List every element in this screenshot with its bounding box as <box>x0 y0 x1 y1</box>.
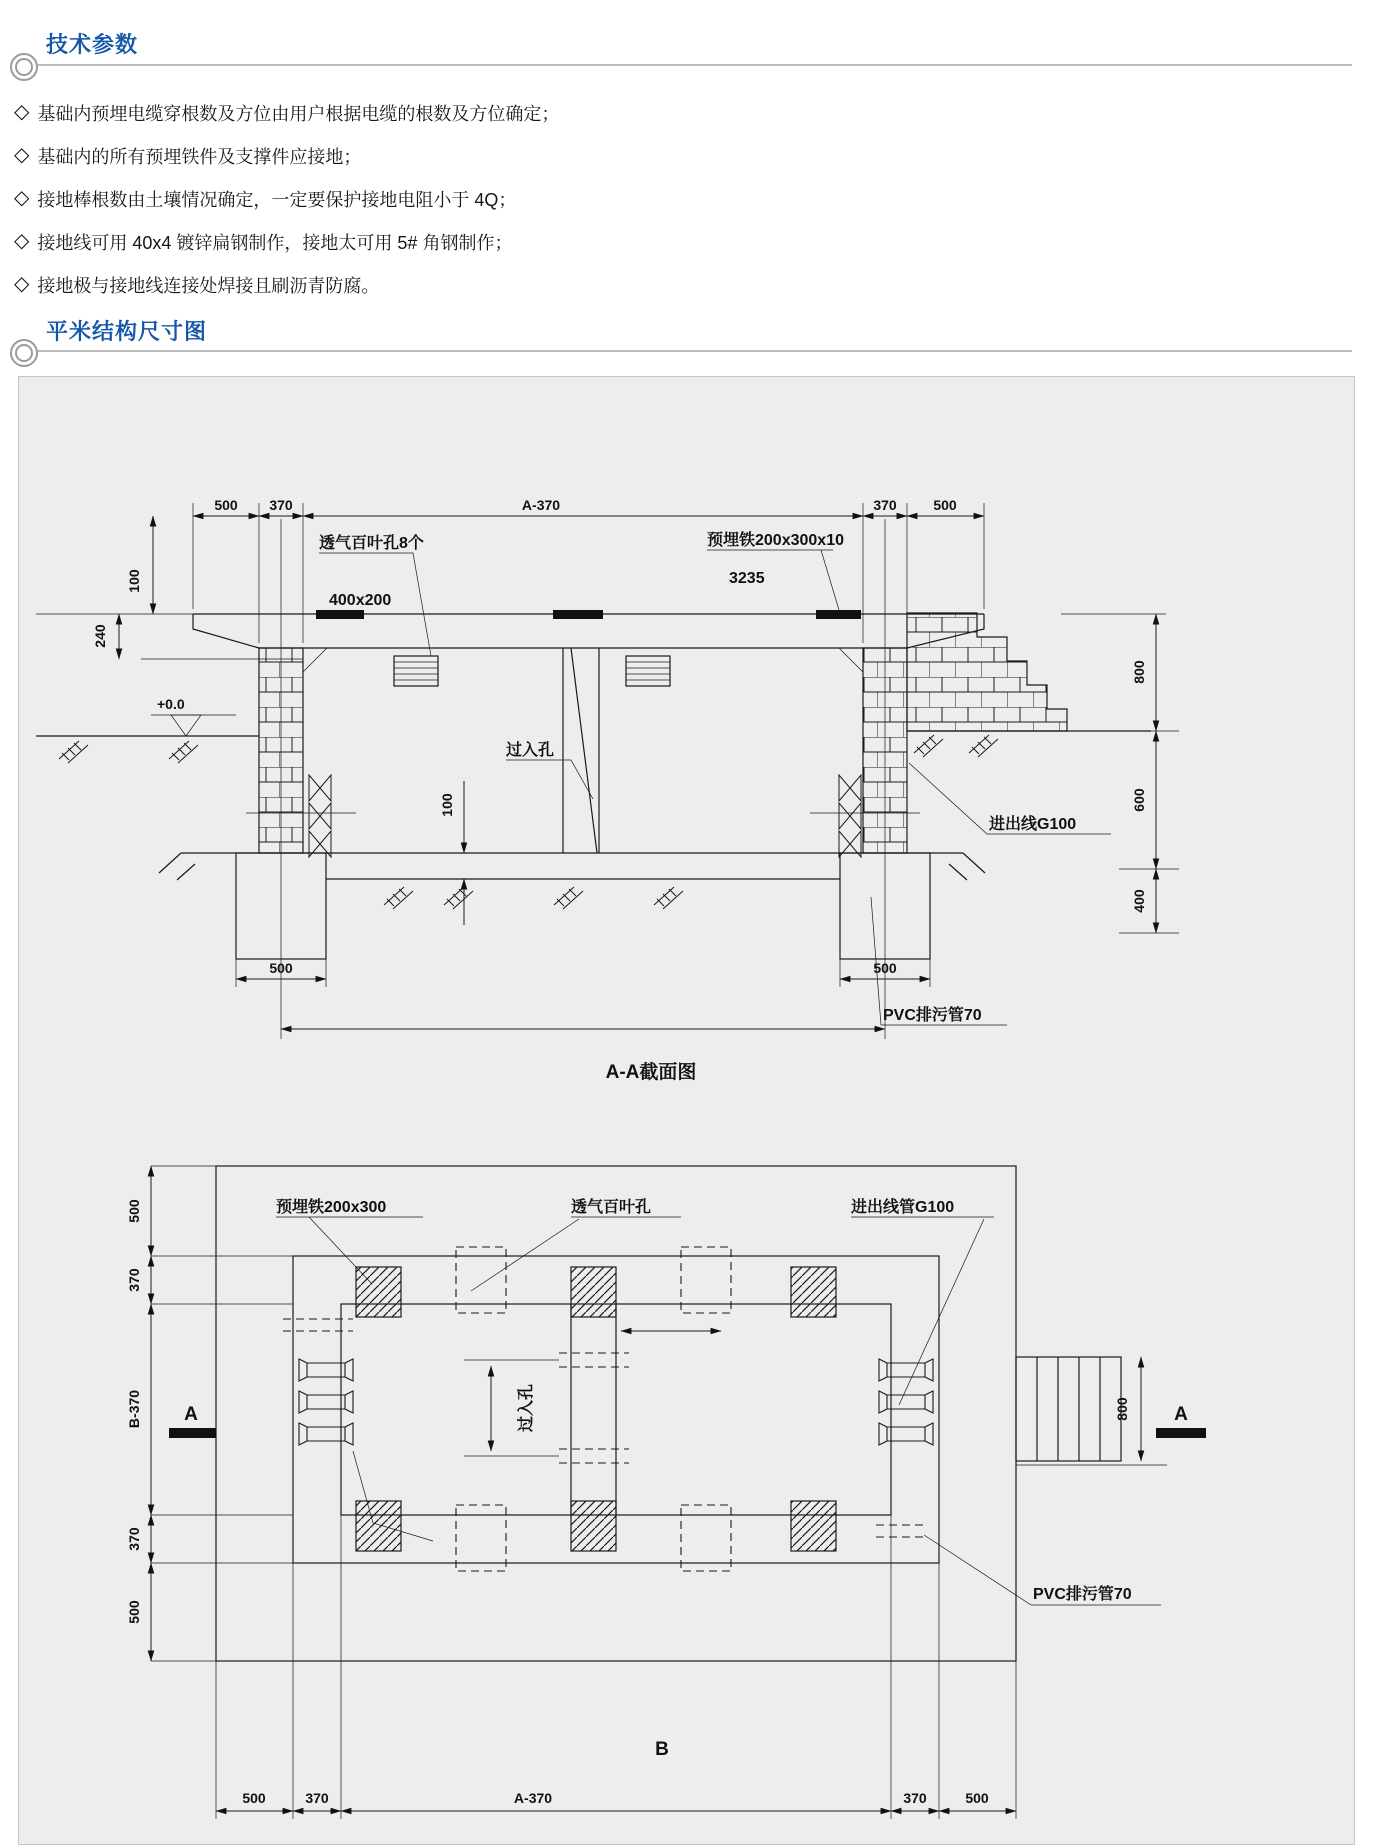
ring-ornament-icon <box>10 339 38 367</box>
section-top-dim-chain <box>193 497 984 643</box>
b-dim-label: B <box>655 1739 669 1760</box>
dim-label: 800 <box>1114 1397 1130 1421</box>
divider-rule <box>36 350 1352 352</box>
dim-label: 370 <box>305 1790 329 1806</box>
list-item <box>14 186 559 229</box>
section-cut-bar <box>1156 1428 1206 1438</box>
diamond-bullet-icon: ◇ <box>14 230 30 252</box>
walls <box>259 519 907 977</box>
tech-params-title: 技术参数 <box>46 32 139 57</box>
embedded-plate <box>316 610 364 619</box>
louver-callout: 透气百叶孔 <box>571 1199 652 1216</box>
divider-rule <box>36 64 1352 66</box>
plate-size-label: 400x200 <box>329 592 392 609</box>
code-label: 3235 <box>729 570 765 587</box>
dim-label: 500 <box>242 1790 266 1806</box>
list-item <box>14 143 559 186</box>
inout-callout: 进出线管G100 <box>851 1199 955 1216</box>
embedded-plate <box>553 610 603 619</box>
pvc-callout: PVC排污管70 <box>883 1007 982 1024</box>
section-view-drawing <box>19 377 1356 1087</box>
section-right-dim-chain <box>1061 614 1179 933</box>
ring-ornament-icon <box>10 53 38 81</box>
embedded-plate <box>816 610 861 619</box>
exit-duct <box>1016 1357 1167 1465</box>
dim-label: 370 <box>903 1790 927 1806</box>
manhole-label-plan: 过入孔 <box>518 1383 535 1433</box>
dim-label: 240 <box>92 624 108 648</box>
dim-label: 400 <box>1131 889 1147 913</box>
section-caption: A-A截面图 <box>605 1062 697 1083</box>
dim-label: 800 <box>1131 660 1147 684</box>
plan-bottom-dim-chain <box>216 1515 1016 1819</box>
section-marker-left <box>169 1404 216 1438</box>
structure-diagram-title: 平米结构尺寸图 <box>46 319 208 344</box>
dim-label: 370 <box>873 497 897 513</box>
section-callouts <box>319 530 1111 1025</box>
dim-label: 500 <box>933 497 957 513</box>
louver-callout: 透气百叶孔8个 <box>319 535 424 552</box>
dim-label: 600 <box>1131 788 1147 812</box>
diamond-bullet-icon: ◇ <box>14 187 30 209</box>
dim-label: 500 <box>269 960 293 976</box>
diamond-bullet-icon: ◇ <box>14 101 30 123</box>
dim-label: A-370 <box>513 1790 553 1806</box>
level-label: +0.0 <box>157 696 185 712</box>
list-item-text: 基础内的所有预埋铁件及支撑件应接地； <box>37 147 362 167</box>
list-item <box>14 229 559 272</box>
dim-label: 500 <box>126 1600 142 1624</box>
list-item <box>14 272 559 315</box>
cable-racks-section <box>246 775 920 857</box>
dim-label: 500 <box>214 497 238 513</box>
list-item-text: 接地极与接地线连接处焊接且刷沥青防腐。 <box>37 276 380 296</box>
section-marker-right <box>1156 1404 1206 1438</box>
center-divider-plan <box>464 1304 721 1515</box>
dim-label: 370 <box>269 497 293 513</box>
pvc-callout: PVC排污管70 <box>1033 1586 1132 1603</box>
stepped-brickwork <box>907 613 1151 757</box>
dim-label: 500 <box>965 1790 989 1806</box>
embedded-pads <box>356 1267 836 1551</box>
embed-callout: 预埋铁200x300 <box>276 1199 387 1216</box>
center-divider-wall <box>563 648 599 853</box>
tech-params-list <box>14 100 559 315</box>
louver-openings <box>394 656 670 686</box>
dim-label: A-370 <box>521 497 561 513</box>
marker-letter: A <box>184 1404 198 1425</box>
dim-label: 100 <box>439 793 455 817</box>
diamond-bullet-icon: ◇ <box>14 144 30 166</box>
section-left-dims <box>36 516 303 659</box>
dim-label: 100 <box>126 569 142 593</box>
dim-label: 500 <box>126 1199 142 1223</box>
list-item-text: 接地线可用 40x4 镀锌扁钢制作，接地太可用 5# 角钢制作； <box>37 233 513 253</box>
section-cut-bar <box>169 1428 216 1438</box>
list-item <box>14 100 559 143</box>
ground-level-left <box>36 696 259 763</box>
dim-label: 500 <box>873 960 897 976</box>
marker-letter: A <box>1174 1404 1188 1425</box>
footing-dims <box>236 959 930 1039</box>
dim-label: 370 <box>126 1268 142 1292</box>
level-triangle-icon <box>171 715 201 736</box>
embed-callout: 预埋铁200x300x10 <box>707 532 844 549</box>
dim-label: B-370 <box>126 1389 142 1429</box>
manhole-callout: 过入孔 <box>506 742 555 759</box>
plan-view-drawing <box>19 1087 1356 1846</box>
list-item-text: 基础内预埋电缆穿根数及方位由用户根据电缆的根数及方位确定； <box>37 104 560 124</box>
drawing-panel <box>18 376 1355 1845</box>
plan-callouts <box>276 1197 1161 1605</box>
list-item-text: 接地棒根数由土壤情况确定，一定要保护接地电阻小于 4Q； <box>37 190 517 210</box>
dim-label: 370 <box>126 1527 142 1551</box>
inout-callout: 进出线G100 <box>989 816 1077 833</box>
plan-left-dim-chain <box>126 1166 293 1661</box>
diamond-bullet-icon: ◇ <box>14 273 30 295</box>
